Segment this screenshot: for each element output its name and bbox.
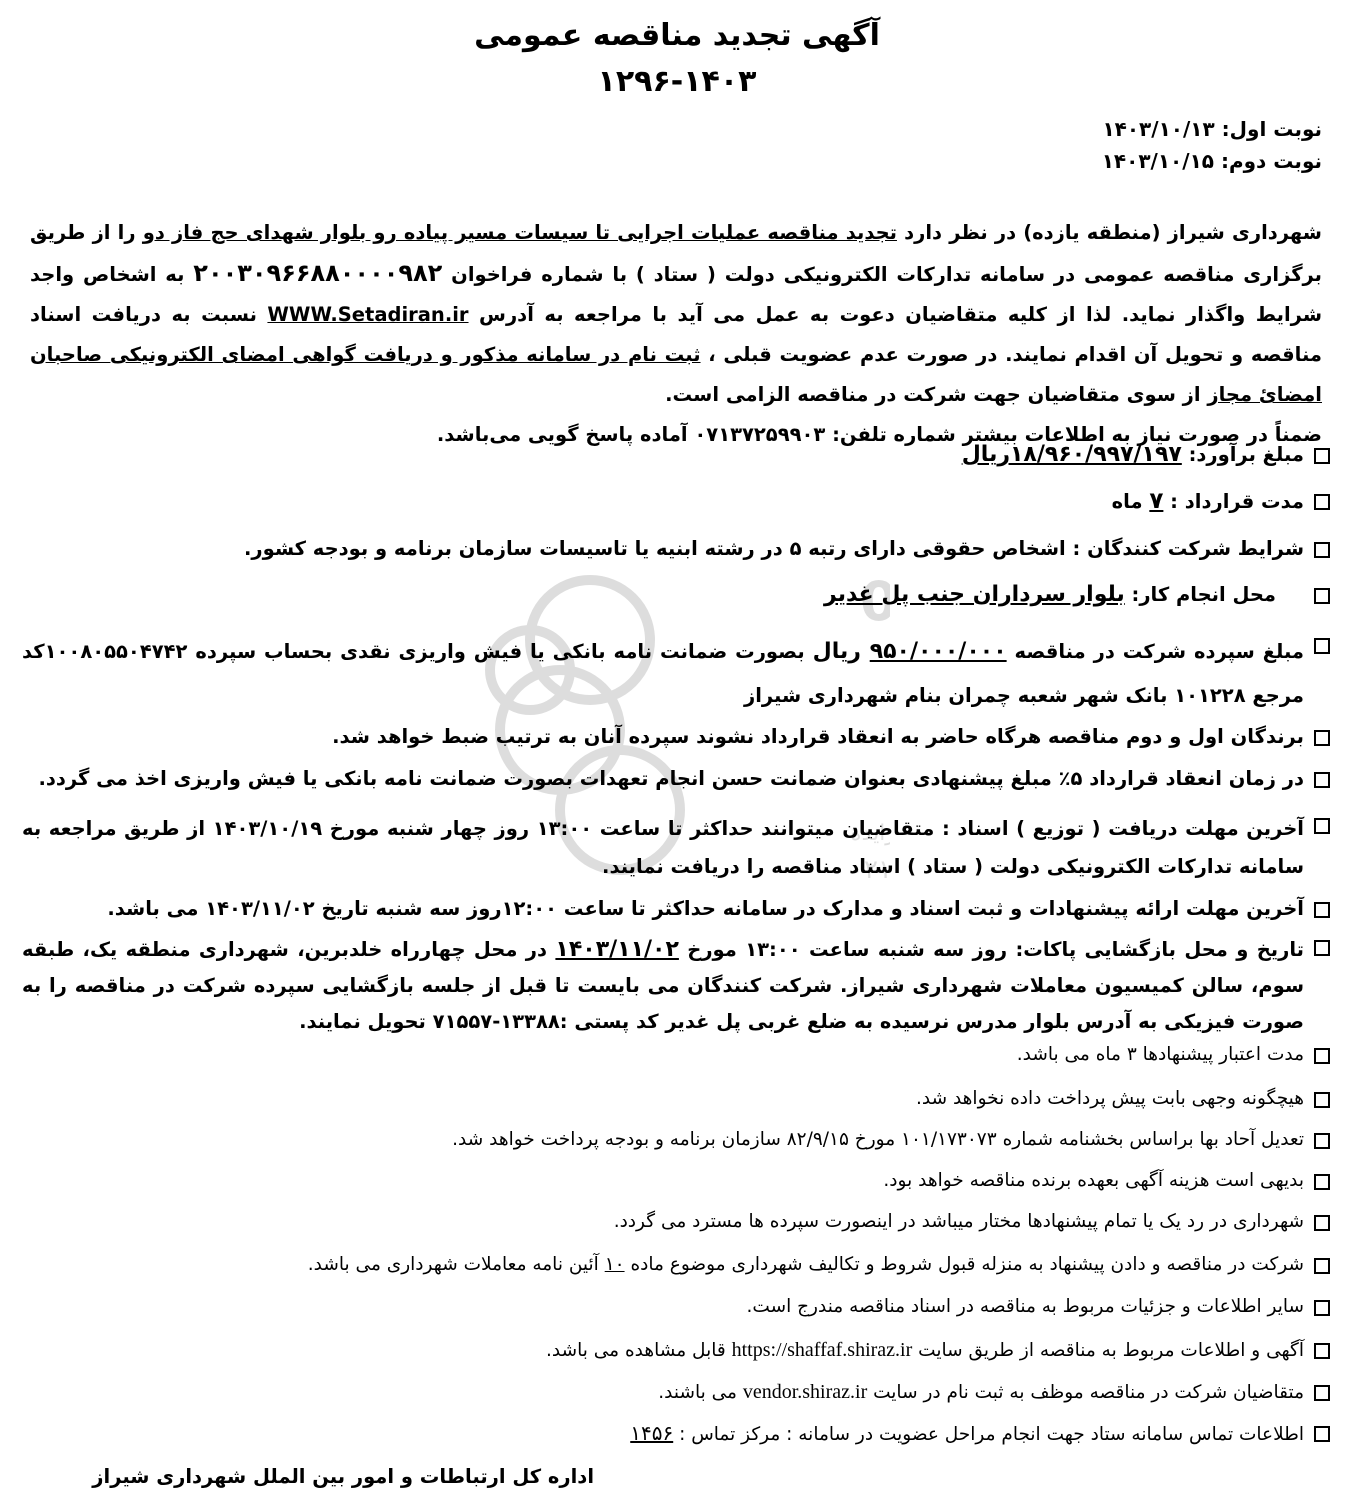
opening-text-a: تاریخ و محل بازگشایی پاکات: روز سه شنبه ساعت ۱۳:۰۰ مورخ: [678, 938, 1304, 961]
intro-main-text: [30, 213, 1322, 415]
contact-text: اطلاعات تماس سامانه ستاد جهت انجام مراحل عضویت در سامانه : مرکز تماس :: [673, 1424, 1304, 1445]
winners-text: برندگان اول و دوم مناقصه هرگاه حاضر به انعقاد قرارداد نشوند سپرده آنان به ترتیب ضبط خواهد شد.: [332, 725, 1304, 748]
list-item-estimate: [22, 440, 1332, 470]
participation-article: ۱۰: [604, 1254, 625, 1275]
performance-text: در زمان انعقاد قرارداد ۵٪ مبلغ پیشنهادی بعنوان ضمانت حسن انجام تعهدات بصورت ضمانت نامه بانکی یا فیش واریزی اخذ می گردد.: [38, 767, 1304, 790]
ad-cost-text: بدیهی است هزینه آگهی بعهده برنده مناقصه خواهد بود.: [883, 1170, 1304, 1191]
intro-text-a: شهرداری شیراز (منطقه یازده) در نظر دارد: [896, 221, 1322, 244]
opening-text-b: در محل چهارراه خلدبرین، شهرداری منطقه یک، طبقه سوم، سالن کمیسیون معاملات شهرداری شیراز. شرکت کنندگان می بایست تا قبل از جلسه بازگشایی سپرده شرکت در مناقصه را به صورت فیزیکی به آدرس بلوار مدرس نرسیده به ضلع غربی پل غدیر کد پستی :۱۳۳۸۸-۷۱۵۵۷ تحویل نمایند.: [22, 938, 1304, 1033]
watermark-digits: 0: [860, 570, 890, 633]
checkbox-icon: [1314, 638, 1330, 654]
opening-date: ۱۴۰۳/۱۱/۰۲: [555, 937, 679, 962]
list-item-adjustment: [22, 1125, 1332, 1155]
checkbox-icon: [1314, 1092, 1330, 1108]
list-item-ad-cost: [22, 1166, 1332, 1196]
watermark-line2: ۰۲۱: [850, 855, 890, 885]
checkbox-icon: [1314, 1174, 1330, 1190]
issuer-signature: اداره کل ارتباطات و امور بین الملل شهرداری شیراز: [92, 1465, 594, 1488]
checkbox-icon: [1314, 1385, 1330, 1401]
checkbox-icon: [1314, 772, 1330, 788]
vendor-link[interactable]: vendor.shiraz.ir: [742, 1381, 868, 1403]
shaffaf-text-b: قابل مشاهده می باشد.: [546, 1340, 732, 1361]
vendor-text-b: می باشند.: [658, 1382, 743, 1403]
list-item-other-info: [22, 1292, 1332, 1322]
vendor-text-a: متقاضیان شرکت در مناقصه موظف به ثبت نام در سایت: [867, 1382, 1304, 1403]
shaffaf-text-a: آگهی و اطلاعات مربوط به مناقصه از طریق سایت: [912, 1340, 1304, 1361]
deposit-unit: ریال: [812, 639, 870, 664]
intro-phone-text: ضمناً در صورت نیاز به اطلاعات بیشتر شماره تلفن: ۰۷۱۳۷۲۵۹۹۰۳ آماده پاسخ گویی می‌باشد.: [436, 423, 1322, 446]
list-item-prepayment: [22, 1084, 1332, 1114]
list-item-vendor: [22, 1377, 1332, 1408]
second-publication-date: نوبت دوم: ۱۴۰۳/۱۰/۱۵: [1101, 149, 1322, 173]
intro-text-b: را از طریق برگزاری مناقصه عمومی در سامانه تدارکات الکترونیکی دولت ( ستاد ) با شماره فراخوان: [30, 221, 1322, 286]
intro-paragraph: [30, 213, 1322, 455]
tender-subject: تجدید مناقصه عملیات اجرایی تا سیسات مسیر پیاده رو بلوار شهدای حج فاز دو: [142, 221, 897, 244]
deposit-details: بصورت ضمانت نامه بانکی یا فیش واریزی نقدی بحساب سپرده ۱۰۰۸۰۵۵۰۴۷۴۲کد مرجع ۱۰۱۲۲۸ بانک شهر شعبه چمران بنام شهرداری شیراز: [22, 640, 1304, 707]
deadline-submit-text: آخرین مهلت ارائه پیشنهادات و ثبت اسناد و مدارک در سامانه حداکثر تا ساعت ۱۲:۰۰روز سه شنبه تاریخ ۱۴۰۳/۱۱/۰۲ می باشد.: [107, 897, 1304, 920]
prepayment-text: هیچگونه وجهی بابت پیش پرداخت داده نخواهد شد.: [915, 1088, 1304, 1109]
call-number: ۲۰۰۳۰۹۶۶۸۸۰۰۰۰۹۸۲: [193, 259, 443, 287]
duration-label: مدت قرارداد :: [1163, 490, 1304, 513]
validity-text: مدت اعتبار پیشنهادها ۳ ماه می باشد.: [1016, 1044, 1304, 1065]
shaffaf-link[interactable]: https://shaffaf.shiraz.ir: [731, 1339, 913, 1361]
watermark-line1: ایده: [850, 821, 886, 846]
list-item-winners: [22, 722, 1332, 752]
list-item-conditions: [22, 534, 1332, 564]
checkbox-icon: [1314, 1048, 1330, 1064]
intro-text-d: نسبت به دریافت اسناد مناقصه و تحویل آن اقدام نمایند. در صورت عدم عضویت قبلی ،: [30, 303, 1322, 366]
other-info-text: سایر اطلاعات و جزئیات مربوط به مناقصه در اسناد مناقصه مندرج است.: [746, 1296, 1304, 1317]
list-item-shaffaf: [22, 1335, 1332, 1366]
setadiran-link[interactable]: WWW.Setadiran.ir: [267, 303, 469, 326]
checkbox-icon: [1314, 494, 1330, 510]
list-item-validity: [22, 1040, 1332, 1070]
checkbox-icon: [1314, 902, 1330, 918]
checkbox-icon: [1314, 1300, 1330, 1316]
reject-text: شهرداری در رد یک یا تمام پیشنهادها مختار میباشد در اینصورت سپرده ها مسترد می گردد.: [613, 1211, 1304, 1232]
conditions-text: شرایط شرکت کنندگان : اشخاص حقوقی دارای رتبه ۵ در رشته ابنیه یا تاسیسات سازمان برنامه و بودجه کشور.: [243, 537, 1304, 560]
duration-unit: ماه: [1111, 490, 1150, 513]
checkbox-icon: [1314, 940, 1330, 956]
list-item-location: [22, 580, 1332, 610]
intro-text-c: به اشخاص واجد شرایط واگذار نماید. لذا از کلیه متقاضیان دعوت به عمل می آید با مراجعه به آدرس: [30, 263, 1322, 326]
checkbox-icon: [1314, 1133, 1330, 1149]
deadline-receive-text: آخرین مهلت دریافت ( توزیع ) اسناد : متقاضیان میتوانند حداکثر تا ساعت ۱۳:۰۰ روز چهار شنبه مورخ ۱۴۰۳/۱۰/۱۹ از طریق مراجعه به سامانه تدارکات الکترونیکی دولت ( ستاد ) اسناد مناقصه را دریافت نمایند.: [22, 817, 1304, 878]
checkbox-icon: [1314, 1215, 1330, 1231]
list-item-deadline-receive: [22, 810, 1332, 886]
estimate-label: مبلغ برآورد:: [1181, 443, 1304, 466]
estimate-value: ۱۸/۹۶۰/۹۹۷/۱۹۷ریال: [961, 442, 1182, 467]
checkbox-icon: [1314, 448, 1330, 464]
intro-text-e: از سوی متقاضیان جهت شرکت در مناقصه الزامی است.: [665, 383, 1208, 406]
checkbox-icon: [1314, 1426, 1330, 1442]
duration-value: ۷: [1149, 488, 1164, 514]
first-publication-date: نوبت اول: ۱۴۰۳/۱۰/۱۳: [1102, 117, 1322, 141]
list-item-opening: [22, 932, 1332, 1040]
location-label: محل انجام کار:: [1124, 583, 1276, 606]
deposit-value: ۹۵۰/۰۰۰/۰۰۰: [869, 639, 1007, 664]
participation-text-b: آئین نامه معاملات شهرداری می باشد.: [307, 1254, 605, 1275]
list-item-duration: [22, 486, 1332, 517]
registration-requirement: ثبت نام در سامانه مذکور و دریافت گواهی امضای الکترونیکی صاحبان امضائ مجاز: [30, 343, 1322, 406]
checkbox-icon: [1314, 1258, 1330, 1274]
checkbox-icon: [1314, 588, 1330, 604]
deposit-label: مبلغ سپرده شرکت در مناقصه: [1006, 640, 1305, 663]
notice-title: آگهی تجدید مناقصه عمومی: [474, 18, 880, 53]
participation-text-a: شرکت در مناقصه و دادن پیشنهاد به منزله قبول شروط و تکالیف شهرداری موضوع ماده: [624, 1254, 1304, 1275]
list-item-performance: [22, 764, 1332, 794]
checkbox-icon: [1314, 730, 1330, 746]
notice-number: ۱۲۹۶-۱۴۰۳: [597, 64, 757, 99]
checkbox-icon: [1314, 1343, 1330, 1359]
list-item-reject: [22, 1207, 1332, 1237]
list-item-deadline-submit: [22, 894, 1332, 924]
checkbox-icon: [1314, 818, 1330, 834]
contact-number: ۱۴۵۶: [630, 1421, 674, 1445]
list-item-participation: [22, 1250, 1332, 1280]
adjustment-text: تعدیل آحاد بها براساس بخشنامه شماره ۱۰۱/۱۷۳۰۷۳ مورخ ۸۲/۹/۱۵ سازمان برنامه و بودجه پرداخت خواهد شد.: [452, 1129, 1304, 1150]
location-value: بلوار سرداران جنب پل غدیر: [824, 582, 1125, 607]
checkbox-icon: [1314, 542, 1330, 558]
list-item-deposit: [22, 630, 1332, 718]
list-item-contact: [22, 1418, 1332, 1450]
